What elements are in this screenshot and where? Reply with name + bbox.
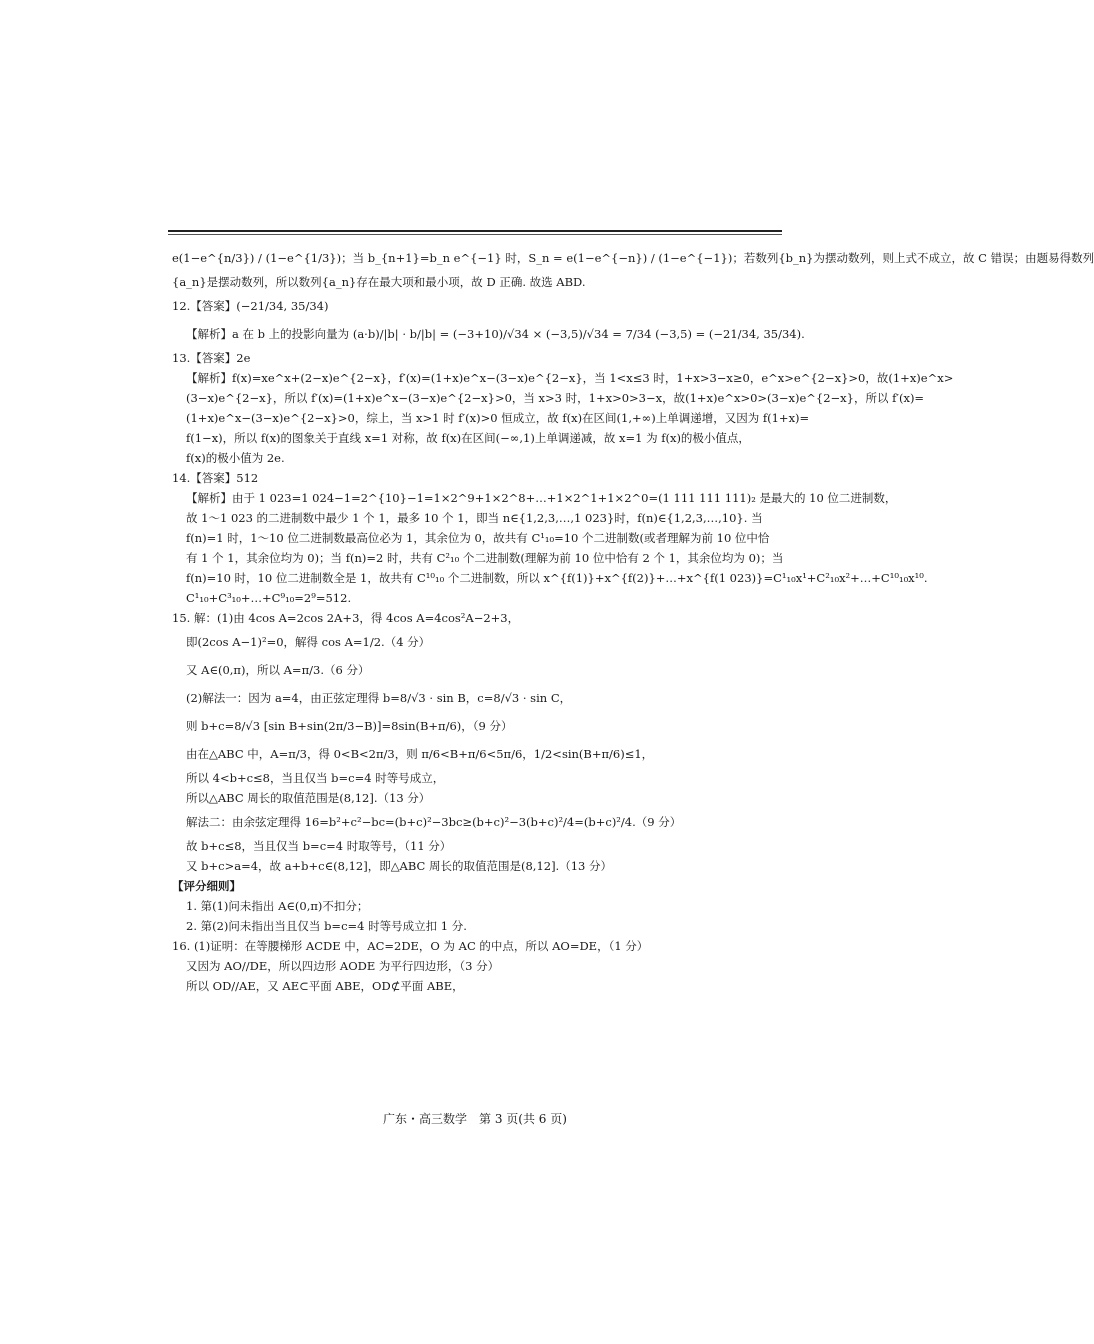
answer-13-heading: 13.【答案】2e xyxy=(172,351,251,365)
text-line: {a_n}是摆动数列，所以数列{a_n}存在最大项和最小项，故 D 正确. 故选 ABD. xyxy=(172,275,586,289)
scoring-rule: 2. 第(2)问未指出当且仅当 b=c=4 时等号成立扣 1 分. xyxy=(186,919,467,933)
solution-line: f(x)的极小值为 2e. xyxy=(186,451,285,465)
solution-line: f(1−x)，所以 f(x)的图象关于直线 x=1 对称，故 f(x)在区间(−∞,1)上单调递减，故 x=1 为 f(x)的极小值点， xyxy=(186,431,750,445)
solution-line: 又 A∈(0,π)，所以 A=π/3.（6 分） xyxy=(186,663,370,677)
page-content xyxy=(172,244,1094,996)
solution-line: 所以 OD//AE，又 AE⊂平面 ABE，OD⊄平面 ABE， xyxy=(186,979,464,993)
page-footer: 广东・高三数学 第 3 页(共 6 页) xyxy=(383,1112,567,1126)
problem-15-heading: 15. 解：(1)由 4cos A=2cos 2A+3，得 4cos A=4cos²A−2+3， xyxy=(172,611,520,625)
solution-line: 【解析】由于 1 023=1 024−1=2^{10}−1=1×2^9+1×2^8+…+1×2^1+1×2^0=(1 111 111 111)₂ 是最大的 10 位二进制数， xyxy=(186,491,897,505)
solution-line: 所以 4<b+c≤8，当且仅当 b=c=4 时等号成立， xyxy=(186,771,445,785)
solution-line: 即(2cos A−1)²=0，解得 cos A=1/2.（4 分） xyxy=(186,635,431,649)
solution-line: 有 1 个 1，其余位均为 0)；当 f(n)=2 时，共有 C²₁₀ 个二进制数(理解为前 10 位中恰有 2 个 1，其余位均为 0)；当 xyxy=(186,551,784,565)
solution-line: (1+x)e^x−(3−x)e^{2−x}>0，综上，当 x>1 时 f′(x)>0 恒成立，故 f(x)在区间(1,+∞)上单调递增，又因为 f(1+x)= xyxy=(186,411,810,425)
solution-line: f(n)=10 时，10 位二进制数全是 1，故共有 C¹⁰₁₀ 个二进制数，所以 x^{f(1)}+x^{f(2)}+…+x^{f(1 023)}=C¹₁₀x¹+C²₁₀x²+…+C¹⁰₁₀x¹⁰. xyxy=(186,571,928,585)
solution-line: 【解析】f(x)=xe^x+(2−x)e^{2−x}，f′(x)=(1+x)e^x−(3−x)e^{2−x}，当 1<x≤3 时，1+x>3−x≥0，e^x>e^{2−x}>0，故(1+x)e^x> xyxy=(186,371,954,385)
problem-16-heading: 16. (1)证明：在等腰梯形 ACDE 中，AC=2DE，O 为 AC 的中点，所以 AO=DE，（1 分） xyxy=(172,939,649,953)
solution-line: 故 1～1 023 的二进制数中最少 1 个 1，最多 10 个 1，即当 n∈{1,2,3,…,1 023}时，f(n)∈{1,2,3,…,10}. 当 xyxy=(186,511,763,525)
solution-line: 又因为 AO//DE，所以四边形 AODE 为平行四边形，（3 分） xyxy=(186,959,500,973)
solution-line: f(n)=1 时，1～10 位二进制数最高位必为 1，其余位为 0，故共有 C¹₁₀=10 个二进制数(或者理解为前 10 位中恰 xyxy=(186,531,770,545)
solution-line: C¹₁₀+C³₁₀+…+C⁹₁₀=2⁹=512. xyxy=(186,591,352,605)
answer-12-heading: 12.【答案】(−21/34, 35/34) xyxy=(172,299,329,313)
solution-line: 则 b+c=8/√3 [sin B+sin(2π/3−B)]=8sin(B+π/6)，（9 分） xyxy=(186,719,513,733)
solution-line: 所以△ABC 周长的取值范围是(8,12].（13 分） xyxy=(186,791,431,805)
top-rule-thin xyxy=(168,234,782,235)
solution-line: 解法二：由余弦定理得 16=b²+c²−bc=(b+c)²−3bc≥(b+c)²−3(b+c)²/4=(b+c)²/4.（9 分） xyxy=(186,815,682,829)
answer-14-heading: 14.【答案】512 xyxy=(172,471,259,485)
scoring-rules-heading: 【评分细则】 xyxy=(172,879,241,893)
solution-line: 故 b+c≤8，当且仅当 b=c=4 时取等号，（11 分） xyxy=(186,839,452,853)
solution-line: 由在△ABC 中，A=π/3，得 0<B<2π/3，则 π/6<B+π/6<5π/6，1/2<sin(B+π/6)≤1， xyxy=(186,747,654,761)
solution-line: (3−x)e^{2−x}，所以 f′(x)=(1+x)e^x−(3−x)e^{2−x}>0，当 x>3 时，1+x>0>3−x，故(1+x)e^x>0>(3−x)e^{2−x}，所以 f′(x)= xyxy=(186,391,925,405)
solution-line: (2)解法一：因为 a=4，由正弦定理得 b=8/√3 · sin B，c=8/√3 · sin C， xyxy=(186,691,572,705)
scoring-rule: 1. 第(1)问未指出 A∈(0,π)不扣分； xyxy=(186,899,369,913)
solution-line: 又 b+c>a=4，故 a+b+c∈(8,12]，即△ABC 周长的取值范围是(8,12].（13 分） xyxy=(186,859,613,873)
top-rule xyxy=(168,230,782,232)
text-line: e(1−e^{n/3}) / (1−e^{1/3})；当 b_{n+1}=b_n e^{−1} 时，S_n = e(1−e^{−n}) / (1−e^{−1})；若数列{b_n}为摆动数列，则上式不成立，故 C 错误；由题易得数列 xyxy=(172,251,1094,265)
solution-line: 【解析】a 在 b 上的投影向量为 (a·b)/|b| · b/|b| = (−3+10)/√34 × (−3,5)/√34 = 7/34 (−3,5) = (−21/34, 35/34). xyxy=(186,327,805,341)
